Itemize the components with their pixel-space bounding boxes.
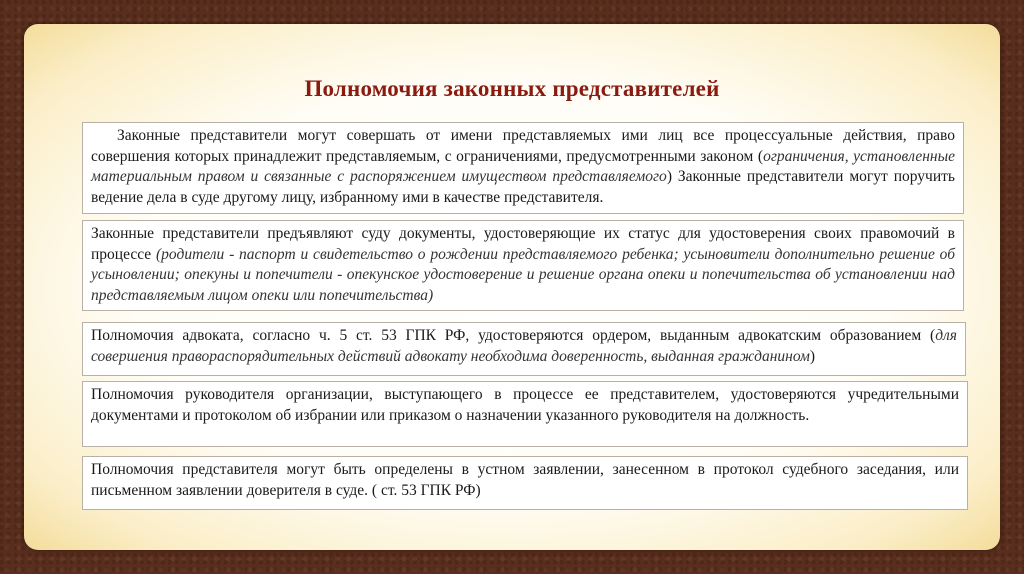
- block-1-text-end: ) Законные представители могут поручить ведение дела в суде другому лицу, избранному ими в качестве представителя.: [91, 168, 955, 206]
- block-3-text: Полномочия адвоката, согласно ч. 5 ст. 53 ГПК РФ, удостоверяются ордером, выданным адвокатским образованием (: [91, 327, 936, 344]
- block-2-italic: (родители - паспорт и свидетельство о рождении представляемого ребенка; усыновители дополнительно решение об усыновлении; опекуны и попечители - опекунское удостоверение и решение органа опеки и попечительства об установлении над представляемым лицом опеки или попечительства): [91, 245, 956, 304]
- block-1-text: Законные представители могут совершать от имени представляемых ими лиц все процессуальные действия, право совершения которых принадлежит представляемым, с ограничениями, предусмотренными законом (: [91, 127, 955, 165]
- text-block-4: [82, 381, 968, 447]
- block-4-text: Полномочия руководителя организации, выступающего в процессе ее представителем, удостоверяются учредительными документами и протоколом об избрании или приказом о назначении указанного руководителя на должность.: [91, 386, 959, 424]
- block-2-text: Законные представители предъявляют суду документы, удостоверяющие их статус для удостоверения своих правомочий в процессе: [91, 225, 955, 263]
- text-block-5: [82, 456, 968, 510]
- text-block-3: [82, 322, 966, 376]
- block-1-italic: ограничения, установленные материальным правом и связанные с распоряжением имуществом представляемого: [91, 147, 956, 185]
- text-block-2: [82, 220, 964, 311]
- block-5-text: Полномочия представителя могут быть определены в устном заявлении, занесенном в протокол судебного заседания, или письменном заявлении доверителя в суде. ( ст. 53 ГПК РФ): [91, 461, 959, 499]
- slide-title: Полномочия законных представителей: [304, 76, 720, 101]
- slide: [24, 24, 1000, 550]
- block-3-text-end: ): [809, 347, 816, 365]
- block-3-italic: для совершения правораспорядительных действий адвокату необходима доверенность, выданная гражданином: [91, 327, 957, 365]
- text-block-1: [82, 122, 964, 214]
